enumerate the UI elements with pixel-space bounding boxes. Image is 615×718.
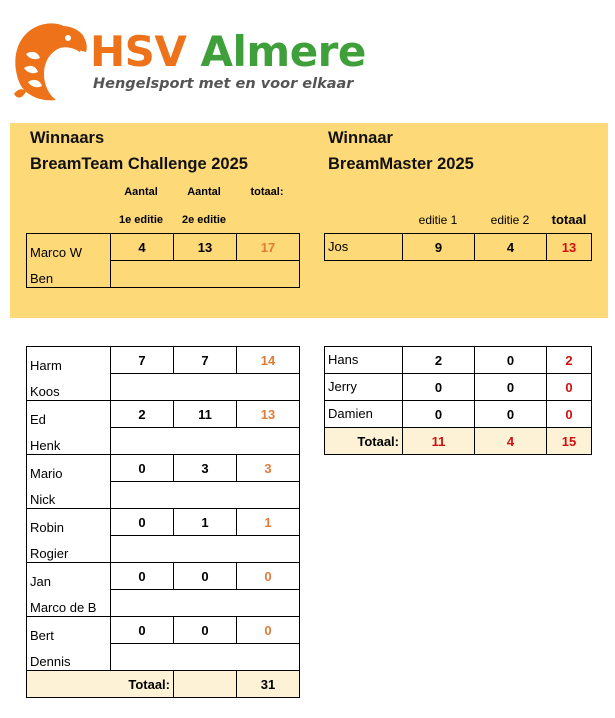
score-edition-2: 1	[174, 509, 237, 536]
brand-name-part2: Almere	[200, 27, 366, 76]
col-header-total: totaal:	[250, 186, 284, 198]
table-row	[27, 644, 300, 671]
masters-grand-total: 15	[547, 428, 592, 455]
score-edition-1: 0	[111, 563, 174, 590]
master-winner-name: Jos	[325, 234, 403, 261]
score-edition-1: 4	[111, 234, 174, 261]
master-name: Jerry	[325, 374, 403, 401]
team-member-name: Marco de B	[27, 590, 111, 617]
team-winners-heading: Winnaars	[30, 129, 105, 147]
table-row	[325, 234, 592, 261]
brand-name	[90, 27, 366, 76]
score-edition-1: 2	[403, 347, 475, 374]
empty-cell	[111, 482, 300, 509]
score-edition-1: 0	[111, 509, 174, 536]
team-member-name: Henk	[27, 428, 111, 455]
col-header-aantal-2: Aantal	[187, 186, 221, 198]
master-winner-heading: Winnaar	[328, 129, 393, 147]
score-edition-1: 0	[403, 401, 475, 428]
score-total: 0	[547, 374, 592, 401]
table-row	[27, 234, 300, 261]
team-member-name: Robin	[27, 509, 111, 536]
team-member-name: Ed	[27, 401, 111, 428]
table-row	[27, 428, 300, 455]
team-member-name: Nick	[27, 482, 111, 509]
masters-total-edition-2: 4	[475, 428, 547, 455]
score-edition-2: 0	[174, 617, 237, 644]
col-header-aantal-1: Aantal	[124, 186, 158, 198]
team-challenge-title: BreamTeam Challenge 2025	[30, 155, 248, 173]
score-total: 2	[547, 347, 592, 374]
table-row	[27, 617, 300, 644]
team-member-name: Mario	[27, 455, 111, 482]
score-total: 0	[547, 401, 592, 428]
score-total: 13	[237, 401, 300, 428]
teams-grand-total: 31	[237, 671, 300, 698]
brand-name-part1: HSV	[90, 27, 187, 76]
brand-tagline: Hengelsport met en voor elkaar	[93, 76, 354, 92]
table-row	[27, 347, 300, 374]
empty-cell	[111, 590, 300, 617]
team-member-name: Dennis	[27, 644, 111, 671]
master-col-edition-1: editie 1	[418, 213, 458, 227]
score-edition-2: 0	[475, 401, 547, 428]
score-total: 1	[237, 509, 300, 536]
score-edition-2: 13	[174, 234, 237, 261]
score-total: 17	[237, 234, 300, 261]
empty-cell	[111, 536, 300, 563]
total-label: Totaal:	[325, 428, 403, 455]
team-member-name: Rogier	[27, 536, 111, 563]
masters-total-row	[325, 428, 592, 455]
empty-cell	[111, 261, 300, 288]
master-name: Hans	[325, 347, 403, 374]
table-row	[27, 401, 300, 428]
col-header-edition-2: 2e editie	[181, 214, 227, 226]
team-member-2: Ben	[27, 261, 111, 288]
score-edition-2: 0	[475, 374, 547, 401]
master-col-total: totaal	[551, 212, 587, 227]
empty-cell	[111, 644, 300, 671]
score-edition-2: 3	[174, 455, 237, 482]
team-member-name: Bert	[27, 617, 111, 644]
total-empty-cell	[174, 671, 237, 698]
table-row	[27, 590, 300, 617]
table-row	[27, 374, 300, 401]
score-edition-2: 0	[475, 347, 547, 374]
score-edition-1: 0	[403, 374, 475, 401]
table-row	[325, 401, 592, 428]
score-edition-1: 2	[111, 401, 174, 428]
score-total: 0	[237, 563, 300, 590]
score-total: 13	[547, 234, 592, 261]
master-winner-table	[324, 233, 592, 261]
table-row	[27, 563, 300, 590]
table-row	[27, 482, 300, 509]
master-name: Damien	[325, 401, 403, 428]
empty-cell	[111, 374, 300, 401]
score-edition-1: 0	[111, 617, 174, 644]
master-col-edition-2: editie 2	[490, 213, 530, 227]
score-edition-1: 7	[111, 347, 174, 374]
table-row	[325, 374, 592, 401]
table-row	[27, 261, 300, 288]
fish-icon	[8, 14, 90, 104]
team-winner-table	[26, 233, 300, 288]
score-total: 3	[237, 455, 300, 482]
table-row	[325, 347, 592, 374]
teams-total-row	[27, 671, 300, 698]
score-edition-2: 4	[475, 234, 547, 261]
col-header-edition-1: 1e editie	[118, 214, 164, 226]
master-title: BreamMaster 2025	[328, 155, 474, 173]
masters-total-edition-1: 11	[403, 428, 475, 455]
score-edition-2: 7	[174, 347, 237, 374]
score-edition-1: 0	[111, 455, 174, 482]
team-member-name: Jan	[27, 563, 111, 590]
total-label: Totaal:	[27, 671, 174, 698]
table-row	[27, 509, 300, 536]
score-total: 14	[237, 347, 300, 374]
score-edition-2: 0	[174, 563, 237, 590]
masters-table	[324, 346, 592, 455]
table-row	[27, 536, 300, 563]
score-total: 0	[237, 617, 300, 644]
teams-table	[26, 346, 300, 698]
score-edition-2: 11	[174, 401, 237, 428]
table-row	[27, 455, 300, 482]
score-edition-1: 9	[403, 234, 475, 261]
team-member-1: Marco W	[27, 234, 111, 261]
team-member-name: Koos	[27, 374, 111, 401]
team-member-name: Harm	[27, 347, 111, 374]
empty-cell	[111, 428, 300, 455]
